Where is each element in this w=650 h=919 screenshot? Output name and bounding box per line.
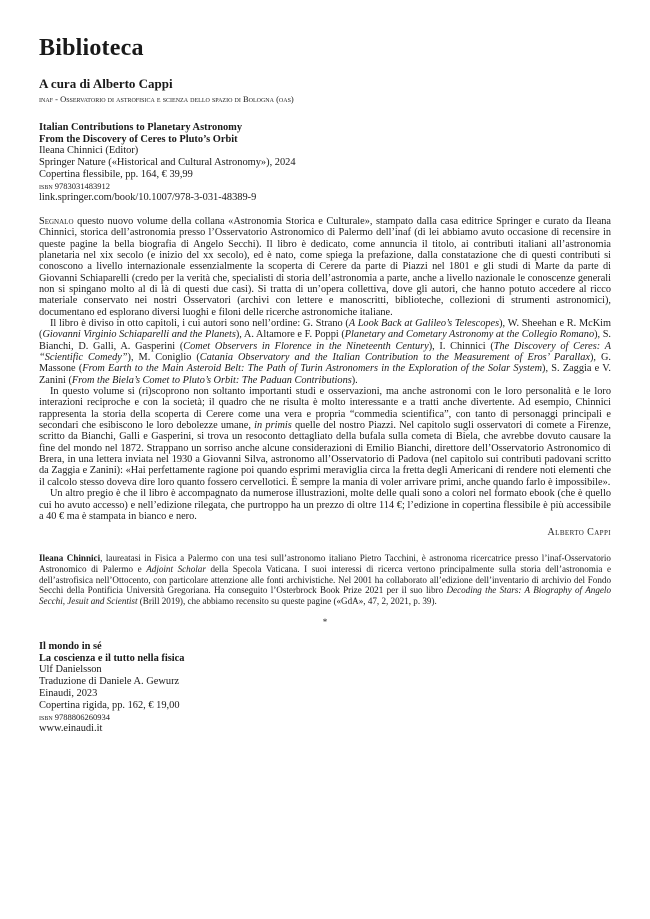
p2-c: ), W. Sheehan e R. McKim ( [39,318,611,341]
chapter-title-4: Comet Observers in Florence in the Nineteenth Century [183,340,429,352]
p2-i: ), I. Chinnici ( [428,340,494,352]
author-bio [39,553,611,607]
book2-title-line1: Il mondo in sé [39,640,102,652]
review-body [39,216,611,539]
p2-q: ). [351,374,358,386]
book2-publisher: Einaudi, 2023 [39,687,98,699]
review-paragraph-4: Un altro pregio è che il libro è accompagnato da numerose illustrazioni, molte delle quali sono a colori nel formato ebook (che è quello cui ho avuto accesso) e nell’edizione rilegata, che purtroppo ha un prezzo di oltre 114 €; l’edizione in copertina flessibile è più accessibile a 40 € ma è stampata in bianco e nero. [39,488,611,522]
book-title-line1: Italian Contributions to Planetary Astronomy [39,122,243,133]
review-paragraph-1 [39,216,611,318]
chapter-title-7: From Earth to the Main Asteroid Belt: The Path of Turin Astronomers in the Exploration of the Solar System [82,363,543,375]
book2-format: Copertina rigida, pp. 162, € 19,00 [39,699,180,711]
curator-label: A cura di Alberto Cappi [39,76,173,91]
bio-name: Ileana Chinnici [39,553,101,564]
curator-block [39,76,611,105]
review-p1-text: questo nuovo volume della collana «Astronomia Storica e Culturale», stampato dalla casa editrice Springer e curato da Ileana Chinnici, storica dell’astronomia presso l’Osservatorio Astronomico di Palermo dell’inaf (di lei abbiamo avuto occasione di recensire in queste pagine la bella biografia di Angelo Secchi). Il libro è dedicato, come annuncia il titolo, ai contributi italiani all’astronomia planetaria nel xix secolo (e inizio del xx secolo), ed è nato, come spiega la prefazione, dalla constatazione che di questi contributi si conoscono a livello internazionale essenzialmente la scoperta di Cerere da parte di Piazzi nel 1801 e gli studi di Marte da parte di Giovanni Schiaparelli (credo per la verità che, specialisti di storia dell’astronomia a parte, anche a livello nazionale le conoscenze generali non si spingano molto al di là di questi due casi). Si tratta di un’opera collettiva, dove gli autori, che hanno potuto accedere al ricco materiale conservato nei nostri Osservatori (archivi con lettere e manoscritti, biblioteche, collezioni di strumenti astronomici), documentano ed esplorano diversi luoghi e filoni delle ricerche astronomiche italiane. [39,215,611,318]
book2-info [39,641,611,735]
p2-g: ), S. Bianchi, D. Galli, A. Gasperini ( [39,329,612,352]
book-title-line2: From the Discovery of Ceres to Pluto’s Orbit [39,133,238,145]
bio-italic-1: Adjoint Scholar [146,563,206,574]
bio-italic-2: Decoding the Stars: A Biography of Angelo Secchi, Jesuit and Scientist [39,585,611,607]
p2-k: ), M. Coniglio ( [127,352,200,364]
bio-text-a: , laureatasi in Fisica a Palermo con una tesi sull’astronomo italiano Pietro Tacchini, è astronoma ricercatrice presso l’inaf-Osservatorio Astronomico di Palermo e [39,553,611,574]
review-signature: Alberto Cappi [547,527,611,539]
bio-text-e: (Brill 2019), che abbiamo recensito su queste pagine («GdA», 47, 2, 2021, p. 39). [137,596,437,607]
p2-o: ), S. Zaggia e V. Zanini ( [39,363,611,386]
chapter-title-2: Giovanni Virginio Schiaparelli and the Planets [42,329,236,341]
book2-author: Ulf Danielsson [39,664,102,676]
chapter-title-6: Catania Observatory and the Italian Contribution to the Measurement of Eros’ Parallax [199,352,590,364]
chapter-title-5: The Discovery of Ceres: A “Scientific Comedy” [39,340,611,364]
review-lead-word: Segnalo [39,215,74,227]
book-format: Copertina flessibile, pp. 164, € 39,99 [39,168,193,180]
bio-text-c: della Specola Vaticana. I suoi interessi di ricerca vertono principalmente sulla storia dell’astronomia e dell’astrofisica nell’Ottocento, con particolare attenzione alle fonti archivistiche. Nel 2001 ha collaborato all’edizione dell’inventario di archivio del Fondo Secchi della Pontificia Università Gregoriana. Ha conseguito l’Osterbrock Book Prize 2021 per il suo libro [39,563,611,596]
book-link[interactable]: link.springer.com/book/10.1007/978-3-031-48389-9 [39,192,257,204]
p2-e: ), A. Altamore e F. Poppi ( [235,329,345,341]
chapter-title-3: Planetary and Cometary Astronomy at the Collegio Romano [344,329,595,341]
book2-isbn: isbn 9788806260934 [39,711,111,722]
book-info [39,122,611,204]
p2-a: Il libro è diviso in otto capitoli, i cui autori sono nell’ordine: G. Strano ( [50,318,349,330]
review-paragraph-3 [39,386,611,488]
section-title: Biblioteca [39,35,144,61]
p2-m: ), G. Massone ( [39,352,611,375]
book-isbn: isbn 9783031483912 [39,180,111,191]
book-publisher: Springer Nature («Historical and Cultural Astronomy»), 2024 [39,157,296,169]
book2-translator: Traduzione di Daniele A. Gewurz [39,676,180,688]
p3-c: quelle del nostro Piazzi. Nel capitolo sugli osservatori di comete a Firenze, scritto da Bianchi, Galli e Gasperini, si trova un resoconto dettagliato della bufala sulla cometa di Biela, che avrebbe dovuto causare la fine del mondo nel 1872. Strappano un sorriso anche alcune considerazioni di Emilio Bianchi, direttore dell’Osservatorio Astronomico di Brera, in una lettera inviata nel 1930 a Giovanni Silva, astronomo all’Osservatorio di Padova (nel capitolo sui contributi padovani scritto da Zaggia e Zanini): «Hai perfettamente ragione poi quando esprimi meraviglia circa la fretta degli Americani di rendere noti elementi che il calcolo stesso doveva dire loro quanto fossero cervellotici. È sempre la mania di voler arrivare primi, anche quando farlo è impossibile». [39,420,611,488]
curator-affiliation: inaf - Osservatorio di astrofisica e scienza dello spazio di Bologna (oas) [39,94,294,104]
book-editor: Ileana Chinnici (Editor) [39,145,139,157]
chapter-title-1: A Look Back at Galileo’s Telescopes [348,318,500,330]
book2-title-line2: La coscienza e il tutto nella fisica [39,652,185,664]
review-paragraph-2 [39,318,611,386]
p3-a: In questo volume si (ri)scoprono non soltanto importanti studi e osservazioni, ma anche astronomi con le loro personalità e le loro interazioni reciproche e con la società; il quadro che ne risulta è molto interessante e a tratti anche divertente. Ad esempio, Chinnici rappresenta la storia della scoperta di Cerere come una vera e propria “commedia scientifica”, con tanto di personaggi principali e secondari che esibiscono le loro debolezze umane, [39,386,611,432]
chapter-title-8: From the Biela’s Comet to Pluto’s Orbit: The Paduan Contributions [71,374,352,386]
p3-italic: in primis [254,420,292,432]
section-separator: * [322,616,328,627]
book2-link[interactable]: www.einaudi.it [39,723,103,735]
